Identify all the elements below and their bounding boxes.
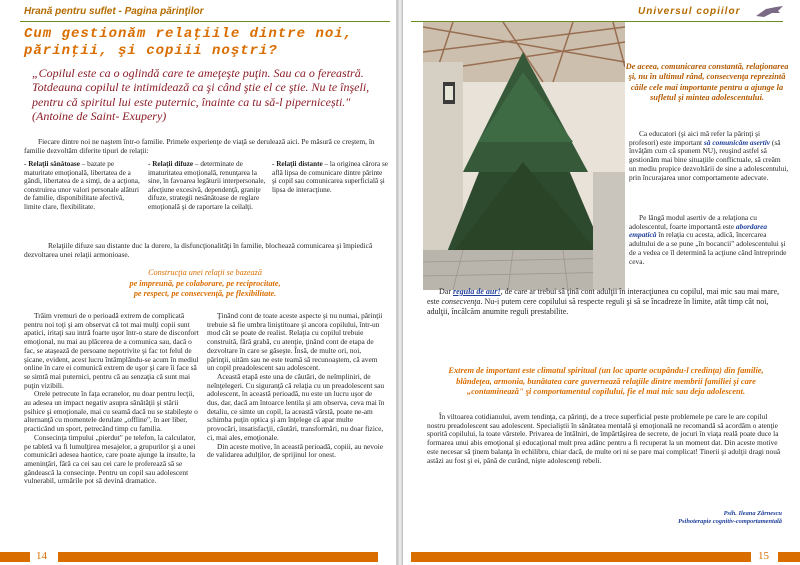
author-role: Psihoterapie cognitiv-comportamentală bbox=[678, 518, 782, 525]
body-column-1 bbox=[24, 312, 199, 486]
body-col1-p2: Orele petrecute în faţa ecranelor, nu doar pentru lecţii, au adesea un impact negativ asupra sănătăţii şi stării psihice şi emoţionale, mai cu seamă dacă nu se stabileşte o alternanţă cu momentele derulate „offline", în aer liber, practicând un sport, petrecând timp cu familia. bbox=[24, 389, 198, 434]
article-title bbox=[24, 26, 384, 60]
rule-text-a: Dar bbox=[439, 287, 453, 296]
para2-text-a: Pe lângă modul asertiv de a relaţiona cu adolescentul, foarte importantă este bbox=[629, 213, 758, 231]
assertive-paragraph bbox=[629, 130, 789, 182]
body-col1-p1: Trăim vremuri de o perioadă extrem de complicată pentru noi toţi şi am observat că tot mai mulţi copii sunt apatici, iritaţi sau intră foarte uşor într-o stare de disconfort emoţional, nu mai au plăcerea de a comunica sau, dacă o fac, se ataşează de persoane nepotrivite şi fac tot felul de şicane, evident, acest lucru întâmplându-se acum în mediul online în care ei comunică extrem de uşor şi care îi face să se simtă mai puternici, pentru că au senzaţia că sunt mai puţin vizibili. bbox=[24, 311, 199, 390]
header-rule bbox=[20, 21, 390, 22]
tree-photo bbox=[423, 22, 625, 290]
footer-bar bbox=[58, 552, 378, 562]
intro-paragraph: Fiecare dintre noi ne naştem într-o familie. Primele experienţe de viaţă se derulează aici. Pe măsură ce creştem, în familie dezvoltăm diferite tipuri de relaţii: bbox=[24, 137, 375, 155]
page-number-bar bbox=[778, 552, 800, 562]
body-column-2 bbox=[207, 312, 385, 460]
diffuse-heading: - Relaţii difuze bbox=[148, 160, 194, 168]
page-number-bar bbox=[0, 552, 30, 562]
highlight-line-1: Construcţia unei relaţii se bazează bbox=[148, 268, 262, 277]
golden-rule-paragraph bbox=[427, 287, 787, 317]
footer-bar bbox=[411, 552, 751, 562]
highlight-line-2: pe împreună, pe colaborare, pe reciprocitate, bbox=[129, 278, 281, 288]
bird-icon bbox=[754, 4, 784, 20]
empathy-paragraph bbox=[629, 214, 789, 266]
body-col1-p3: Consecinţa timpului „pierdut" pe telefon, la calculator, pe tabletă va fi lumulţirea mesajelor, a grupurilor şi a unei comunicări adesea haotice, care poate ajunge la insulte, la ameninţări, fără ca cei sau cei care le proferează să se gândească la consecinţe. Pentru un copil sau adolescent vulnerabil, urmările pot să devină dramatice. bbox=[24, 432, 196, 486]
healthy-heading: - Relaţii sănătoase bbox=[24, 160, 80, 168]
para1-text-b: (să învăţăm cum că spunem NU), reuşind astfel să gestionăm mai bine situaţiile conflictuale, să creăm un mediu propice dezvoltării de sine a adolescentului, prin încurajarea unor comportamente adecvate. bbox=[629, 137, 789, 182]
distant-heading: - Relaţii distante bbox=[272, 160, 323, 168]
highlight-quote bbox=[70, 268, 340, 300]
section-header: Universul copiilor bbox=[638, 6, 741, 17]
body-col2-p3: Din aceste motive, în această perioadă, copiii, au nevoie de validarea adulţilor, de sprijinul lor onest. bbox=[207, 441, 384, 460]
body-col2-p2: Această etapă este una de căutări, de neîmpliniri, de neînţelegeri. Cu siguranţă că relaţia cu un preadolescent sau adolescent, în această perioadă, nu este un lucru uşor de dus, dar, dacă am întoarce lentila şi am observa, ceva mai în detaliu, ce simte un copil, la această vârstă, poate ne-am schimba puţin optica şi am înţelege că apar multe provocări, insatisfacţii, căutări, transformări, nu doar fizice, ci, mai ales, emoţionale. bbox=[207, 371, 385, 442]
author-name: Psih. Ileana Zărnescu bbox=[723, 510, 782, 517]
opening-quote: „Copilul este ca o oglindă care te ameţeşte puţin. Sau ca o fereastră. Totdeauna copilul te intimidează ca şi când ştie el ce ştie. Nu te înşeli, pentru că spiritul lui este puternic, înainte ca tu să-l pipernicești." (Antoine de Saint- Exupery) bbox=[32, 66, 370, 123]
page-right bbox=[403, 0, 800, 565]
page-number: 15 bbox=[758, 550, 769, 562]
relations-diffuse bbox=[148, 160, 266, 212]
rule-text-b: , de care ar trebui să ţină cont adulţii în interacţiunea cu copilul, mai mic sau mai mare, este bbox=[427, 287, 780, 306]
healthy-text: – bazate pe maturitate emoţională, libertatea de a gândi, libertatea de a simţi, de a acţiona, construirea unor valori personale alături de familie, disponibilitate afectivă, limite clare, flexibilitate. bbox=[24, 160, 140, 211]
para2-emphasis: abordarea empatică bbox=[629, 221, 768, 240]
diffuse-paragraph: Relaţiile difuze sau distante duc la durere, la disfuncţionalităţi în familie, blochează comunicarea şi împiedică dezvoltarea unei relaţii armonioase. bbox=[24, 241, 373, 259]
fir-tree-image bbox=[423, 22, 625, 290]
consistency-emphasis: consecvenţa bbox=[441, 297, 481, 306]
climate-highlight: Extrem de important este climatul spiritual (un loc aparte ocupându-l credinţa) din familie, blândeţea, armonia, bunătatea care guvernează relaţiile dintre membrii familiei şi care „contaminează" şi comportamentul copilului, fie el mai mic sau deja adolescent. bbox=[448, 366, 764, 396]
para1-emphasis: să comunicăm asertiv bbox=[703, 137, 771, 147]
final-paragraph: În viltoarea cotidianului, avem tendinţa, ca părinţi, de a trece superficial peste problemele pe care le are copilul nostru preadolescent sau adolescent. Specialiştii în sănătatea mentală şi emoţională ne recomandă să acordăm o atenţie sporită copilului, la toate vârstele. Privarea de întâlniri, de împărtăşirea de secrete, de jocuri în viaţa reală poate duce la formarea unui abis emoţional şi educaţional mult prea adânc pentru a fi recuperat la un moment dat. Din aceste motive este necesar să ţinem balanţa în echilibru, chiar dacă, de multe ori ni se pare mai complicat! Tinerii şi adulţii dragi nouă astăzi au fost şi ei, până de curând, nişte adolescenţi rebeli. bbox=[427, 412, 781, 465]
diffuse-text: – determinate de imaturitatea emoţională, renunţarea la sine, în favoarea legăturii interpersonale, afecţiune excesivă, dependenţă, graniţe difuze, strategii nesănătoase de reglare emoţională şi de raportare la ceilalţi. bbox=[148, 160, 266, 211]
highlight-line-3: pe respect, pe consecvenţă, pe flexibilitate. bbox=[133, 289, 277, 298]
side-quote: De aceea, comunicarea constantă, relaţionarea şi, nu în ultimul rând, consecvenţa reprezintă căile cele mai importante pentru a ajunge la sufletul şi mintea adolescentului. bbox=[625, 62, 789, 102]
relations-distant bbox=[272, 160, 388, 194]
body-col2-p1: Ţinând cont de toate aceste aspecte şi nu numai, părinţii trebuie să fie umbra liniştitoare şi ancora copilului, într-un mod cât se poate de realist. Relaţia cu copilul trebuie construită, fără grabă, cu atenţie, ţinând cont de etapa de dezvoltare în care se găseşte. Însă, de multe ori, noi, părinţii, uităm sau ne este teamă să recunoaştem, că avem un copil preadolescent sau adolescent. bbox=[207, 311, 383, 373]
para2-text-b: în relaţia cu acesta, adică, încercarea adultului de a se pune „în bocancii" adolescentului şi de a vedea ce îl determină la acţiune când întreprinde ceva. bbox=[629, 230, 787, 266]
golden-rule-emphasis: regula de aur! bbox=[453, 287, 501, 296]
section-header: Hrană pentru suflet - Pagina părinţilor bbox=[24, 6, 204, 17]
page-left bbox=[0, 0, 397, 565]
rule-text-c: . Nu-i putem cere copilului să respecte reguli şi să se încadreze în limite, atât timp cât noi, adulţii, încălcăm anumite reguli prestabilite. bbox=[427, 297, 769, 316]
title-line-2: părinţii, şi copiii noştri? bbox=[24, 43, 278, 59]
page-number: 14 bbox=[36, 550, 47, 562]
distant-text: – la originea cărora se află lipsa de comunicare dintre părinte şi copil sau comunicarea superficială şi lipsa de interacţiune. bbox=[272, 160, 388, 194]
author-signature bbox=[678, 510, 782, 526]
title-line-1: Cum gestionăm relaţiile dintre noi, bbox=[24, 26, 354, 42]
para1-text-a: Ca educatori (şi aici mă refer la părinţi şi profesori) este important bbox=[629, 129, 761, 147]
relations-healthy bbox=[24, 160, 142, 212]
